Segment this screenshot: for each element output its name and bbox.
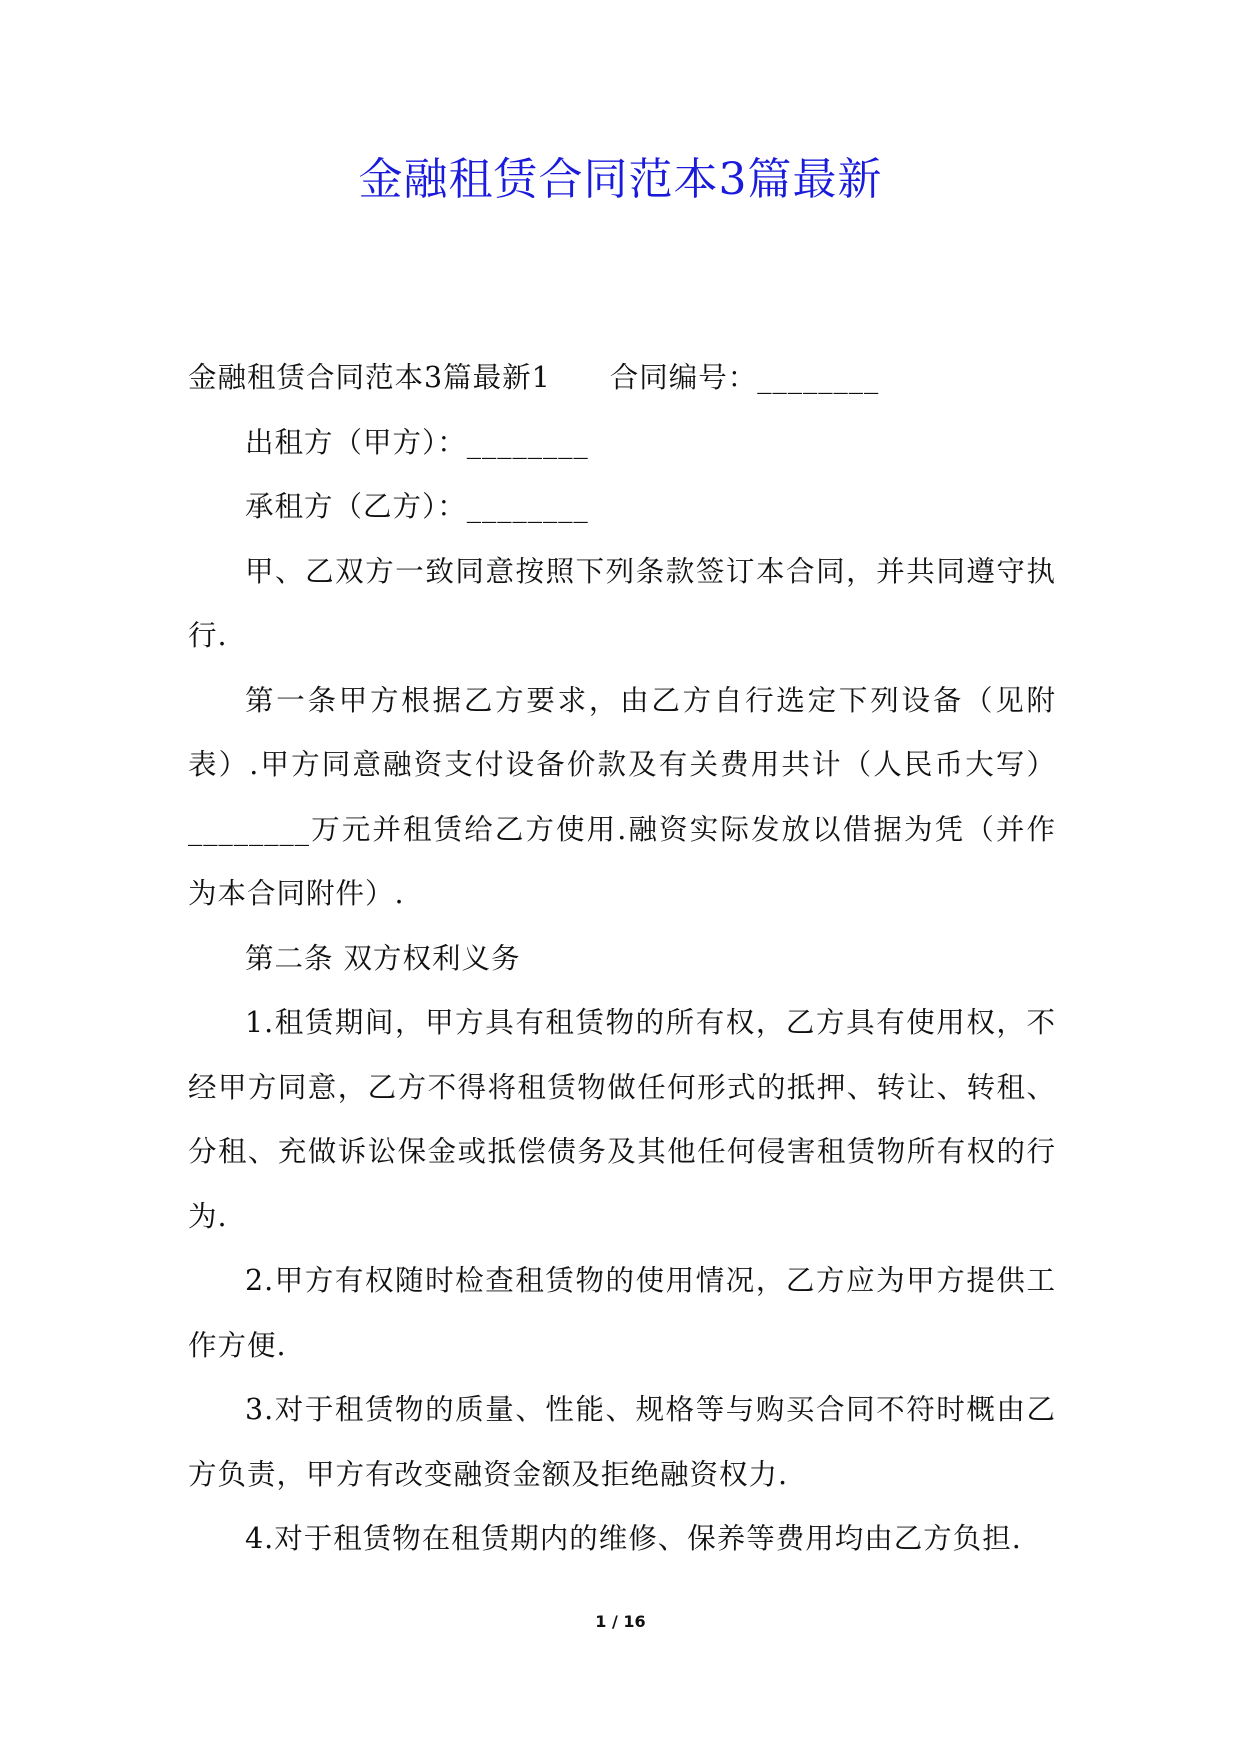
paragraph: 出租方（甲方）：________: [245, 425, 589, 459]
page-number: 1 / 16: [595, 1612, 646, 1631]
paragraph: 承租方（乙方）：________: [245, 490, 589, 523]
paragraph: 3.对于租赁物的质量、性能、规格等与购买合同不符时概由乙方负责，甲方有改变融资金额及拒绝融资权力.: [188, 1393, 1056, 1491]
paragraph: 2.甲方有权随时检查租赁物的使用情况，乙方应为甲方提供工作方便.: [188, 1264, 1056, 1362]
paragraph: 第二条 双方权利义务: [245, 941, 521, 975]
document-title: 金融租赁合同范本3篇最新: [358, 154, 883, 205]
paragraph: 4.对于租赁物在租赁期内的维修、保养等费用均由乙方负担.: [245, 1522, 1022, 1555]
paragraph: 金融租赁合同范本3篇最新1 合同编号：________: [188, 361, 880, 394]
paragraph: 1.租赁期间，甲方具有租赁物的所有权，乙方具有使用权，不经甲方同意，乙方不得将租赁物做任何形式的抵押、转让、转租、分租、充做诉讼保金或抵偿债务及其他任何侵害租赁物所有权的行为.: [188, 1006, 1056, 1233]
paragraph: 甲、乙双方一致同意按照下列条款签订本合同，并共同遵守执行.: [188, 554, 1056, 652]
document-body: [188, 346, 1056, 1572]
paragraph: 第一条甲方根据乙方要求，由乙方自行选定下列设备（见附表）.甲方同意融资支付设备价款及有关费用共计（人民币大写）________万元并租赁给乙方使用.融资实际发放以借据为凭（并作为本合同附件）.: [188, 683, 1056, 910]
